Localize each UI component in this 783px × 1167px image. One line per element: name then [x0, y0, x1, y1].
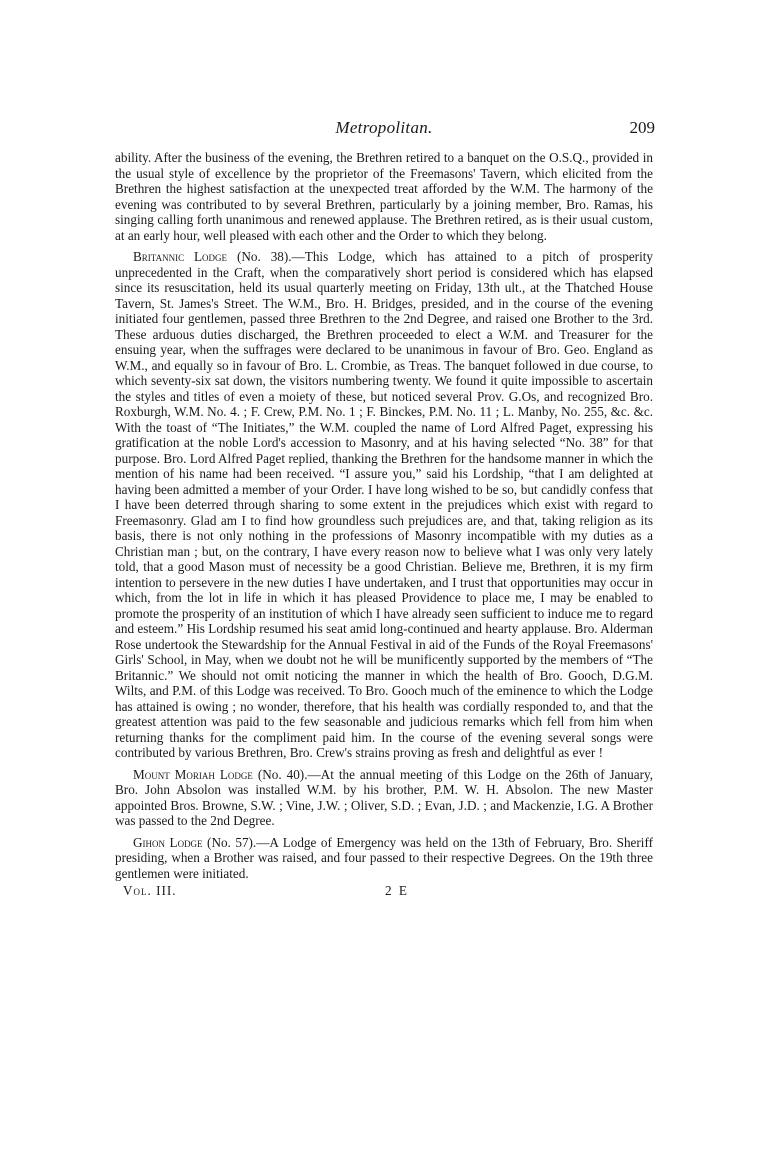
paragraph-text: ability. After the business of the evening, the Brethren retired to a banquet on the O.S.Q., provided in the usual style of excellence by the proprietor of the Freemasons' Tavern, which elicited from the Brethren the highest satisfaction at the unexpected treat afforded by the W.M. The harmony of the evening was contributed to by several Brethren, particularly by a joining member, Bro. Ramas, his singing calling forth unanimous and renewed applause. The Brethren retired, as is their usual custom, at an early hour, well pleased with each other and the Order to which they belong.: [115, 150, 653, 243]
running-title: Metropolitan.: [335, 118, 433, 137]
page-footer: [115, 883, 653, 899]
paragraph-continued: [115, 150, 653, 243]
paragraph-text: (No. 57).—A Lodge of Emergency was held on the 13th of February, Bro. Sheriff presiding, when a Brother was raised, and four passed to their respective Degrees. On the 19th three gentlemen were initiated.: [115, 834, 653, 881]
paragraph-text: (No. 40).—At the annual meeting of this Lodge on the 26th of January, Bro. John Absolon was installed W.M. by his brother, P.M. W. H. Absolon. The new Master appointed Bros. Browne, S.W. ; Vine, J.W. ; Oliver, S.D. ; Evan, J.D. ; and Mackenzie, I.G. A Brother was passed to the 2nd Degree.: [115, 766, 653, 828]
paragraph-text: (No. 38).—This Lodge, which has attained to a pitch of prosperity unprecedented in the Craft, when the comparatively short period is considered which has elapsed since its resuscitation, held its usual quarterly meeting on Friday, 13th ult., at the Thatched House Tavern, St. James's Street. The W.M., Bro. H. Bridges, presided, and in the course of the evening initiated four gentlemen, passed three Brethren to the 2nd Degree, and raised one Brother to the 3rd. These arduous duties discharged, the Brethren proceeded to elect a W.M. and Treasurer for the ensuing year, when the suffrages were declared to be unanimous in favour of Bro. Geo. England as W.M., and equally so in favour of Bro. L. Crombie, as Treas. The banquet followed in due course, to which seventy-six sat down, the visitors numbering twenty. We found it quite impossible to ascertain the styles and titles of even a moiety of these, but noticed several Prov. G.Os, and recognized Bro. Roxburgh, W.M. No. 4. ; F. Crew, P.M. No. 1 ; F. Binckes, P.M. No. 11 ; L. Manby, No. 255, &c. &c. With the toast of “The Initiates,” the W.M. coupled the name of Lord Alfred Paget, expressing his gratification at the noble Lord's accession to Masonry, and at his having selected “No. 38” for that purpose. Bro. Lord Alfred Paget replied, thanking the Brethren for the handsome manner in which the mention of his name had been received. “I assure you,” said his Lordship, “that I am delighted at having been admitted a member of your Order. I have long wished to be so, but candidly confess that I have been deterred through sharing to some extent in the prejudices which exist with regard to Freemasonry. Glad am I to find how groundless such prejudices are, and that, taking religion as its basis, there is not only nothing in the professions of Masonry incompatible with my duties as a Christian man ; but, on the contrary, I have every reason now to believe what I was only very lately told, that a good Mason must of necessity be a good Christian. Believe me, Brethren, it is my firm intention to persevere in the new duties I have undertaken, and I trust that opportunities may occur in which, from the lot in life in which it has pleased Providence to place me, I may be enabled to promote the prosperity of an institution of which I have already seen sufficient to induce me to regard and esteem.” His Lordship resumed his seat amid long-continued and hearty applause. Bro. Alderman Rose undertook the Stewardship for the Annual Festival in aid of the Funds of the Royal Freemasons' Girls' School, in May, when we doubt not he will be munificently supported by the members of “The Britannic.” We should not omit noticing the manner in which the health of Bro. Gooch, D.G.M. Wilts, and P.M. of this Lodge was received. To Bro. Gooch much of the eminence to which the Lodge has attained is owing ; no wonder, therefore, that his health was cordially responded to, and that the greatest attention was paid to the few seasonable and judicious remarks which fell from him when returning thanks for the compliment paid him. In the course of the evening several songs were contributed by various Brethren, Bro. Crew's strains proving as fresh and delightful as ever !: [115, 249, 653, 760]
volume-label: Vol. III.: [123, 883, 177, 898]
article-body: [115, 150, 653, 881]
paragraph-gihon-lodge: [115, 835, 653, 882]
paragraph-mount-moriah-lodge: [115, 767, 653, 829]
signature-mark: 2 E: [385, 883, 409, 898]
page-header: [115, 118, 653, 148]
paragraph-britannic-lodge: [115, 249, 653, 761]
page: [115, 0, 653, 899]
page-number: 209: [629, 118, 655, 137]
lodge-name-britannic: Britannic Lodge: [133, 249, 228, 264]
lodge-name-mount-moriah: Mount Moriah Lodge: [133, 766, 253, 782]
lodge-name-gihon: Gihon Lodge: [133, 834, 203, 850]
